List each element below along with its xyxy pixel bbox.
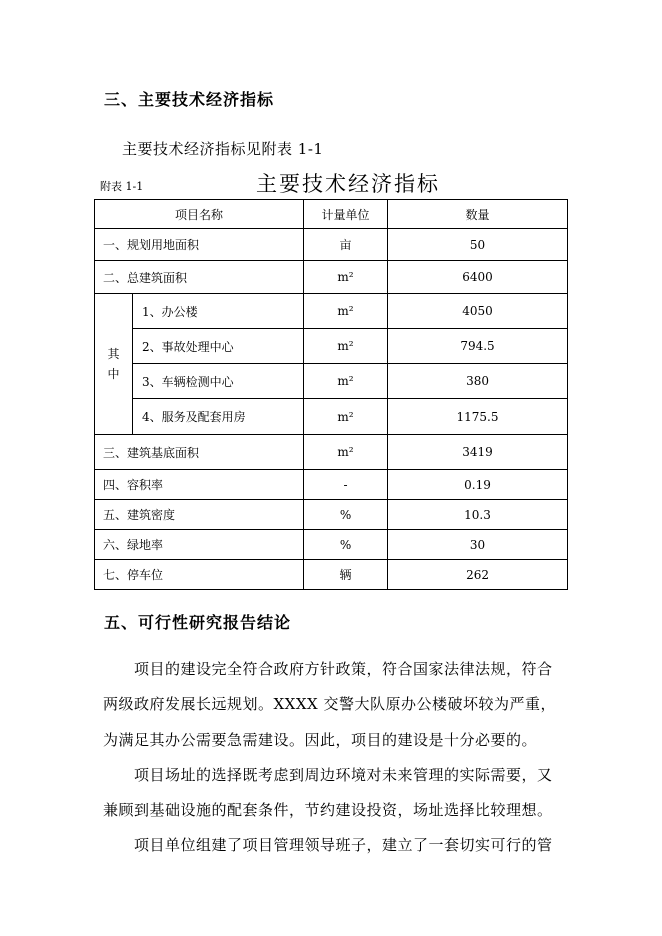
row-unit: m² [304,261,388,294]
indicators-table [94,199,568,590]
row-qty: 3419 [388,435,568,470]
row-qty: 0.19 [388,470,568,500]
row-name: 四、容积率 [95,470,304,500]
row-qty: 6400 [388,261,568,294]
row-unit: 辆 [304,560,388,590]
row-qty: 1175.5 [388,399,568,435]
row-name: 七、停车位 [95,560,304,590]
row-name: 五、建筑密度 [95,500,304,530]
paragraph-1-line-3: 为满足其办公需要急需建设。因此，项目的建设是十分必要的。 [103,731,538,749]
row-unit: % [304,500,388,530]
intro-text: 主要技术经济指标见附表 1-1 [122,140,324,158]
table-row [95,294,568,329]
paragraph-1-line-2: 两级政府发展长远规划。XXXX 交警大队原办公楼破坏较为严重， [103,695,556,713]
group-label: 其中 [107,347,120,381]
row-qty: 4050 [388,294,568,329]
section-heading-3: 三、主要技术经济指标 [104,90,275,109]
paragraph-1-line-1: 项目的建设完全符合政府方针政策，符合国家法律法规，符合 [134,660,553,678]
paragraph-2-line-2: 兼顾到基础设施的配套条件，节约建设投资，场址选择比较理想。 [103,801,553,819]
header-unit: 计量单位 [304,200,388,229]
table-row [95,560,568,590]
row-name: 三、建筑基底面积 [95,435,304,470]
row-unit: - [304,470,388,500]
table-row [95,399,568,435]
paragraph-3-line-1: 项目单位组建了项目管理领导班子，建立了一套切实可行的管 [134,836,553,854]
header-qty: 数量 [388,200,568,229]
table-tag: 附表 1-1 [100,180,144,193]
row-qty: 262 [388,560,568,590]
row-name: 4、服务及配套用房 [133,399,304,435]
row-unit: % [304,530,388,560]
row-name: 1、办公楼 [133,294,304,329]
row-name: 二、总建筑面积 [95,261,304,294]
table-row [95,500,568,530]
row-name: 3、车辆检测中心 [133,364,304,399]
section-heading-5: 五、可行性研究报告结论 [104,613,292,632]
table-title: 主要技术经济指标 [256,172,440,196]
row-unit: 亩 [304,229,388,261]
row-name: 一、规划用地面积 [95,229,304,261]
table-row [95,435,568,470]
row-unit: m² [304,399,388,435]
row-qty: 380 [388,364,568,399]
row-qty: 50 [388,229,568,261]
row-qty: 10.3 [388,500,568,530]
header-name: 项目名称 [95,200,304,229]
group-label-cell [95,294,133,435]
table-row [95,364,568,399]
table-row [95,229,568,261]
table-row [95,530,568,560]
row-qty: 30 [388,530,568,560]
row-unit: m² [304,294,388,329]
table-row [95,329,568,364]
row-unit: m² [304,435,388,470]
table-row [95,470,568,500]
row-name: 六、绿地率 [95,530,304,560]
row-unit: m² [304,364,388,399]
table-header-row [95,200,568,229]
row-unit: m² [304,329,388,364]
paragraph-2-line-1: 项目场址的选择既考虑到周边环境对未来管理的实际需要，又 [134,766,553,784]
row-name: 2、事故处理中心 [133,329,304,364]
table-row [95,261,568,294]
row-qty: 794.5 [388,329,568,364]
